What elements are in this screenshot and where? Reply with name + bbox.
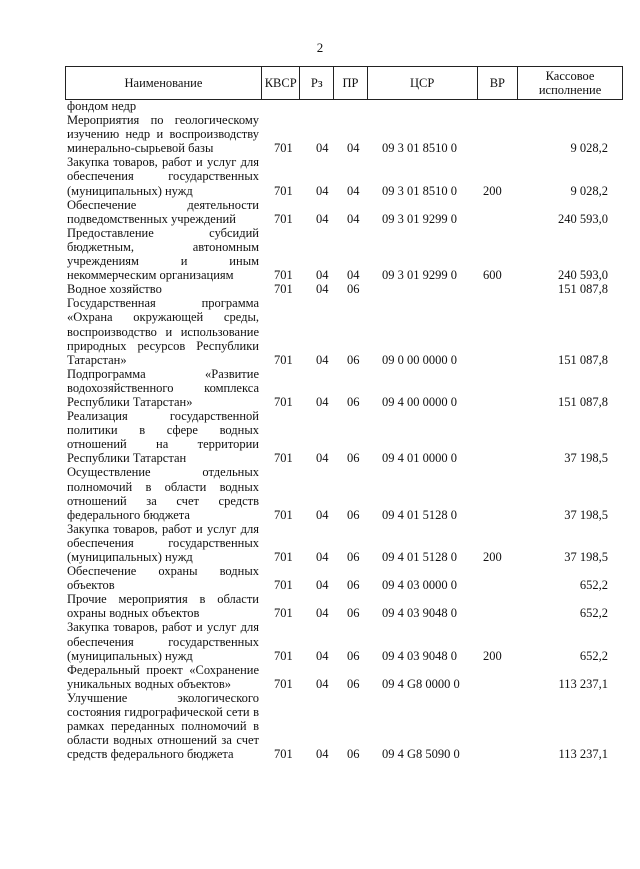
- row-kvsr: 701: [274, 451, 293, 466]
- row-rz: 04: [316, 550, 329, 564]
- row-sum: 652,2: [579, 578, 608, 593]
- row-sum: 9 028,2: [570, 141, 608, 156]
- row-sum: 151 087,8: [558, 282, 608, 297]
- table-row: [0, 409, 640, 465]
- row-rz: 04: [316, 747, 329, 762]
- header-sum: Кассовое исполнение: [517, 67, 622, 99]
- row-kvsr: 701: [274, 211, 293, 226]
- row-sum: 113 237,1: [558, 676, 608, 691]
- row-csr: 09 4 01 0000 0: [382, 451, 457, 466]
- row-sum: 240 593,0: [558, 211, 608, 226]
- row-pr: 04: [347, 183, 360, 198]
- table-header: [65, 66, 623, 100]
- row-sum: 240 593,0: [558, 268, 608, 283]
- table-row: [0, 282, 640, 296]
- row-kvsr: 701: [274, 507, 293, 522]
- row-sum: 37 198,5: [564, 550, 608, 564]
- row-rz: 04: [316, 268, 329, 283]
- row-sum: 652,2: [579, 648, 608, 663]
- row-kvsr: 701: [274, 282, 293, 297]
- row-sum: 652,2: [579, 606, 608, 621]
- row-pr: 06: [347, 507, 360, 522]
- row-name: Федеральный проект «Сохранение уникальных водных объектов»: [67, 662, 259, 691]
- row-name: Прочие мероприятия в области охраны водных объектов: [67, 592, 259, 621]
- row-kvsr: 701: [274, 648, 293, 663]
- row-rz: 04: [316, 352, 329, 367]
- row-pr: 06: [347, 606, 360, 621]
- row-sum: 113 237,1: [558, 747, 608, 762]
- row-csr: 09 4 01 5128 0: [382, 507, 457, 522]
- row-csr: 09 3 01 8510 0: [382, 141, 457, 156]
- row-name: Улучшение экологического состояния гидрографической сети в рамках переданных полномочий в области водных отношений за счет средств федерального бюджета: [67, 690, 259, 762]
- row-csr: 09 4 03 0000 0: [382, 578, 457, 593]
- row-sum: 151 087,8: [558, 394, 608, 409]
- row-name: Закупка товаров, работ и услуг для обеспечения государственных (муниципальных) нужд: [67, 521, 259, 564]
- row-pr: 04: [347, 268, 360, 283]
- row-csr: 09 4 00 0000 0: [382, 394, 457, 409]
- table-body: [0, 99, 640, 761]
- header-kvsr: КВСР: [261, 67, 300, 99]
- table-row: [0, 198, 640, 226]
- table-row: [0, 522, 640, 564]
- row-name: Государственная программа «Охрана окружающей среды, воспроизводство и использование природных ресурсов Республики Татарстан»: [67, 296, 259, 367]
- table-row: [0, 155, 640, 197]
- row-csr: 09 4 G8 0000 0: [382, 676, 460, 691]
- table-row: [0, 564, 640, 592]
- row-kvsr: 701: [274, 747, 293, 762]
- table-row: [0, 620, 640, 662]
- row-csr: 09 4 03 9048 0: [382, 648, 457, 663]
- row-sum: 37 198,5: [564, 507, 608, 522]
- row-csr: 09 4 G8 5090 0: [382, 747, 460, 762]
- row-pr: 06: [347, 352, 360, 367]
- row-vr: 600: [483, 268, 502, 283]
- row-kvsr: 701: [274, 550, 293, 564]
- row-name: Обеспечение деятельности подведомственных учреждений: [67, 197, 259, 226]
- table-row: [0, 113, 640, 155]
- row-name: фондом недр: [67, 99, 137, 113]
- row-sum: 151 087,8: [558, 352, 608, 367]
- row-csr: 09 3 01 9299 0: [382, 268, 457, 283]
- row-rz: 04: [316, 648, 329, 663]
- header-csr: ЦСР: [367, 67, 477, 99]
- row-sum: 9 028,2: [570, 183, 608, 198]
- row-pr: 06: [347, 394, 360, 409]
- row-csr: 09 0 00 0000 0: [382, 352, 457, 367]
- row-pr: 04: [347, 141, 360, 156]
- row-vr: 200: [483, 183, 502, 198]
- row-kvsr: 701: [274, 606, 293, 621]
- header-vr: ВР: [477, 67, 518, 99]
- row-name: Подпрограмма «Развитие водохозяйственного комплекса Республики Татарстан»: [67, 366, 259, 409]
- page-number: 2: [316, 40, 324, 55]
- row-vr: 200: [483, 550, 502, 564]
- table-row: [0, 592, 640, 620]
- table-row: [0, 99, 640, 113]
- header-pr: ПР: [333, 67, 367, 99]
- row-kvsr: 701: [274, 394, 293, 409]
- row-kvsr: 701: [274, 676, 293, 691]
- row-csr: 09 4 03 9048 0: [382, 606, 457, 621]
- row-name: Реализация государственной политики в сфере водных отношений на территории Республики Татарстан: [67, 409, 259, 466]
- row-name: Водное хозяйство: [67, 282, 162, 297]
- header-name: Наименование: [124, 76, 203, 90]
- row-name: Обеспечение охраны водных объектов: [67, 564, 259, 593]
- row-rz: 04: [316, 578, 329, 593]
- table-row: [0, 296, 640, 366]
- table-row: [0, 465, 640, 521]
- row-rz: 04: [316, 211, 329, 226]
- table-row: [0, 663, 640, 691]
- table-row: [0, 226, 640, 282]
- row-pr: 06: [347, 282, 360, 297]
- row-kvsr: 701: [274, 352, 293, 367]
- row-name: Осуществление отдельных полномочий в области водных отношений за счет средств федерального бюджета: [67, 465, 259, 522]
- row-rz: 04: [316, 183, 329, 198]
- row-kvsr: 701: [274, 268, 293, 283]
- row-vr: 200: [483, 648, 502, 663]
- row-pr: 06: [347, 578, 360, 593]
- row-kvsr: 701: [274, 141, 293, 156]
- row-pr: 06: [347, 451, 360, 466]
- row-rz: 04: [316, 141, 329, 156]
- table-row: [0, 367, 640, 409]
- table-row: [0, 691, 640, 761]
- row-name: Предоставление субсидий бюджетным, автономным учреждениям и иным некоммерческим организациям: [67, 225, 259, 283]
- row-kvsr: 701: [274, 183, 293, 198]
- row-name: Закупка товаров, работ и услуг для обеспечения государственных (муниципальных) нужд: [67, 155, 259, 198]
- row-rz: 04: [316, 606, 329, 621]
- row-rz: 04: [316, 394, 329, 409]
- header-rz: Рз: [299, 67, 333, 99]
- row-rz: 04: [316, 282, 329, 297]
- row-sum: 37 198,5: [564, 451, 608, 466]
- row-pr: 06: [347, 747, 360, 762]
- row-rz: 04: [316, 676, 329, 691]
- row-pr: 06: [347, 648, 360, 663]
- row-rz: 04: [316, 451, 329, 466]
- row-csr: 09 4 01 5128 0: [382, 550, 457, 564]
- row-csr: 09 3 01 9299 0: [382, 211, 457, 226]
- row-pr: 06: [347, 550, 360, 564]
- row-kvsr: 701: [274, 578, 293, 593]
- row-pr: 06: [347, 676, 360, 691]
- row-rz: 04: [316, 507, 329, 522]
- row-name: Закупка товаров, работ и услуг для обеспечения государственных (муниципальных) нужд: [67, 620, 259, 663]
- row-name: Мероприятия по геологическому изучению недр и воспроизводству минерально-сырьевой базы: [67, 113, 259, 156]
- row-csr: 09 3 01 8510 0: [382, 183, 457, 198]
- row-pr: 04: [347, 211, 360, 226]
